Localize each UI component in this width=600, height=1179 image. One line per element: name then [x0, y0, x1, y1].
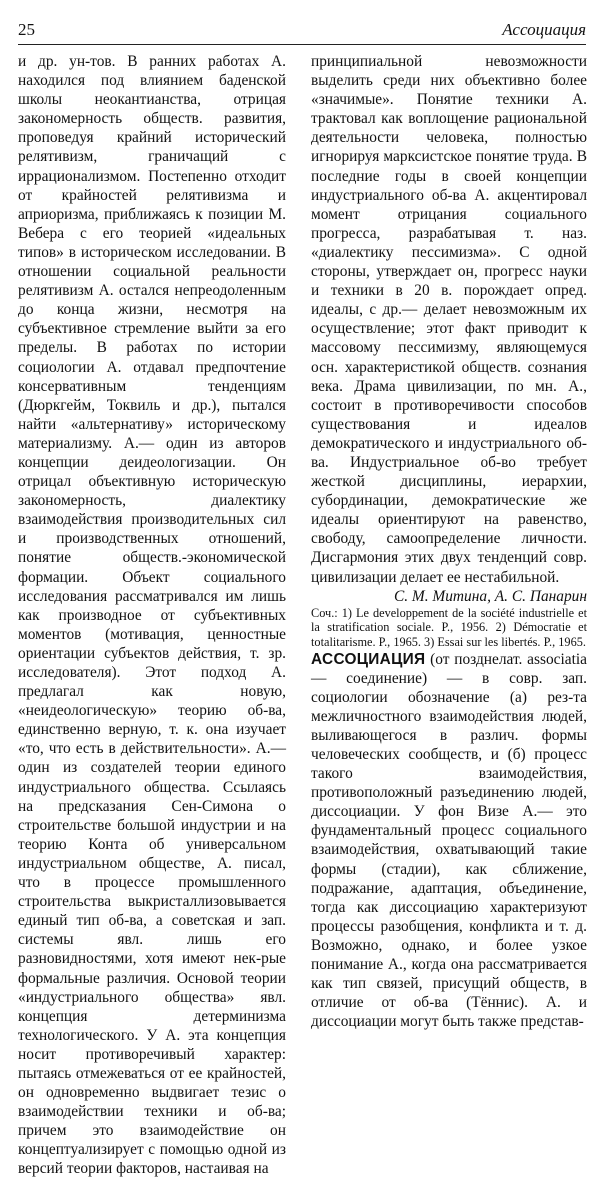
running-title: Ассоциация	[502, 20, 586, 39]
entry-associatsiya	[311, 650, 587, 1032]
header-rule	[18, 44, 586, 45]
right-column	[311, 52, 587, 1031]
page-number: 25	[18, 20, 35, 39]
entry-text: (от позднелат. associatia — соединение) — в совр. зап. социологии обозначение (а) рез-та межличностного взаимодействия людей, выливающегося в различ. формы человеческих сообществ, и (б) процесс такого взаимодействия, противоположный разъединению людей, диссоциации. У фон Визе А.— это фундаментальный процесс социального взаимодействия, охватывающий такие формы (стадии), как сближение, подражание, адаптация, объединение, тогда как диссоциацию характеризуют процессы разобщения, конфликта и т. д. Возможно, однако, и более узкое понимание А., когда она рассматривается как тип связей, присущий обществ, в отличие от об-ва (Тённис). А. и диссоциации могут быть также представ-	[311, 650, 587, 1031]
article-continuation-text: принципиальной невозможности выделить среди них объективно более «значимые». Понятие техники А. трактовал как воплощение рациональной деятельности человека, полностью игнорируя марксистское понятие труда. В последние годы в своей концепции индустриального об-ва А. акцентировал момент отрицания социального прогресса, разрабатывая т. наз. «диалектику пессимизма». С одной стороны, утверждает он, прогресс науки и техники в 20 в. порождает опред. идеалы, с др.— делает невозможным их осуществление; этот факт приводит к массовому пессимизму, являющемуся осн. характеристикой обществ. сознания века. Драма цивилизации, по мн. А., состоит в противоречивости способов существования и идеалов демократического и индустриального об-ва. Индустриальное об-во требует жесткой дисциплины, иерархии, субординации, демократические же идеалы ориентируют на равенство, свободу, самоопределение личности. Дисгармония этих двух тенденций совр. цивилизации делает ее нестабильной.	[311, 53, 587, 586]
left-column-text: и др. ун-тов. В ранних работах А. находился под влиянием баденской школы неокантианства, отрицая закономерность обществ. развития, проповедуя крайний исторический релятивизм, граничащий с иррационализмом. Постепенно отходит от крайностей релятивизма и априоризма, приближаясь к позиции М. Вебера с его теорией «идеальных типов» в историческом исследовании. В отношении социальной реальности релятивизм А. остался непреодоленным до конца жизни, несмотря на субъективное стремление выйти за его пределы. В работах по истории социологии А. отдавал предпочтение консервативным тенденциям (Дюркгейм, Токвиль и др.), пытался найти «альтернативу» историческому материализму. А.— один из авторов концепции деидеологизации. Он отрицал объективную историческую закономерность, диалектику взаимодействия производительных сил и производственных отношений, понятие обществ.-экономической формации. Объект социального исследования рассматривался им лишь как производное от субъективных моментов (мотивация, ценностные ориентации субъектов действия, т. зр. исследователя). Этот подход А. предлагал как новую, «неидеологическую» теорию об-ва, единственно верную, т. к. она изучает «то, что есть в действительности». А.— один из создателей теории единого индустриального общества. Ссылаясь на предсказания Сен-Симона о строительстве большой индустрии и на теорию Конта об универсальном индустриальном обществе, А. писал, что в процессе промышленного строительства выкристаллизовывается единый тип об-ва, а советская и зап. системы явл. лишь его разновидностями, хотя имеют нек-рые формальные различия. Основой теории «индустриального общества» явл. концепция детерминизма технологического. У А. эта концепция носит противоречивый характер: пытаясь отмежеваться от ее крайностей, он одновременно выдвигает тезис о взаимодействии техники и об-ва; причем это взаимодействие он концептуализирует с помощью одной из версий теории факторов, настаивая на	[18, 53, 286, 1178]
article-author: С. М. Митина, А. С. Панарин	[393, 587, 587, 605]
left-column	[18, 52, 286, 1178]
running-header	[18, 14, 586, 42]
article-references: Соч.: 1) Le developpement de la société industrielle et la stratification sociale. P., 1956. 2) Démocratie et totalitarisme. P., 1965. 3) Essai sur les libertés. P., 1965.	[311, 605, 587, 649]
entry-headword: АССОЦИАЦИЯ	[311, 650, 426, 668]
